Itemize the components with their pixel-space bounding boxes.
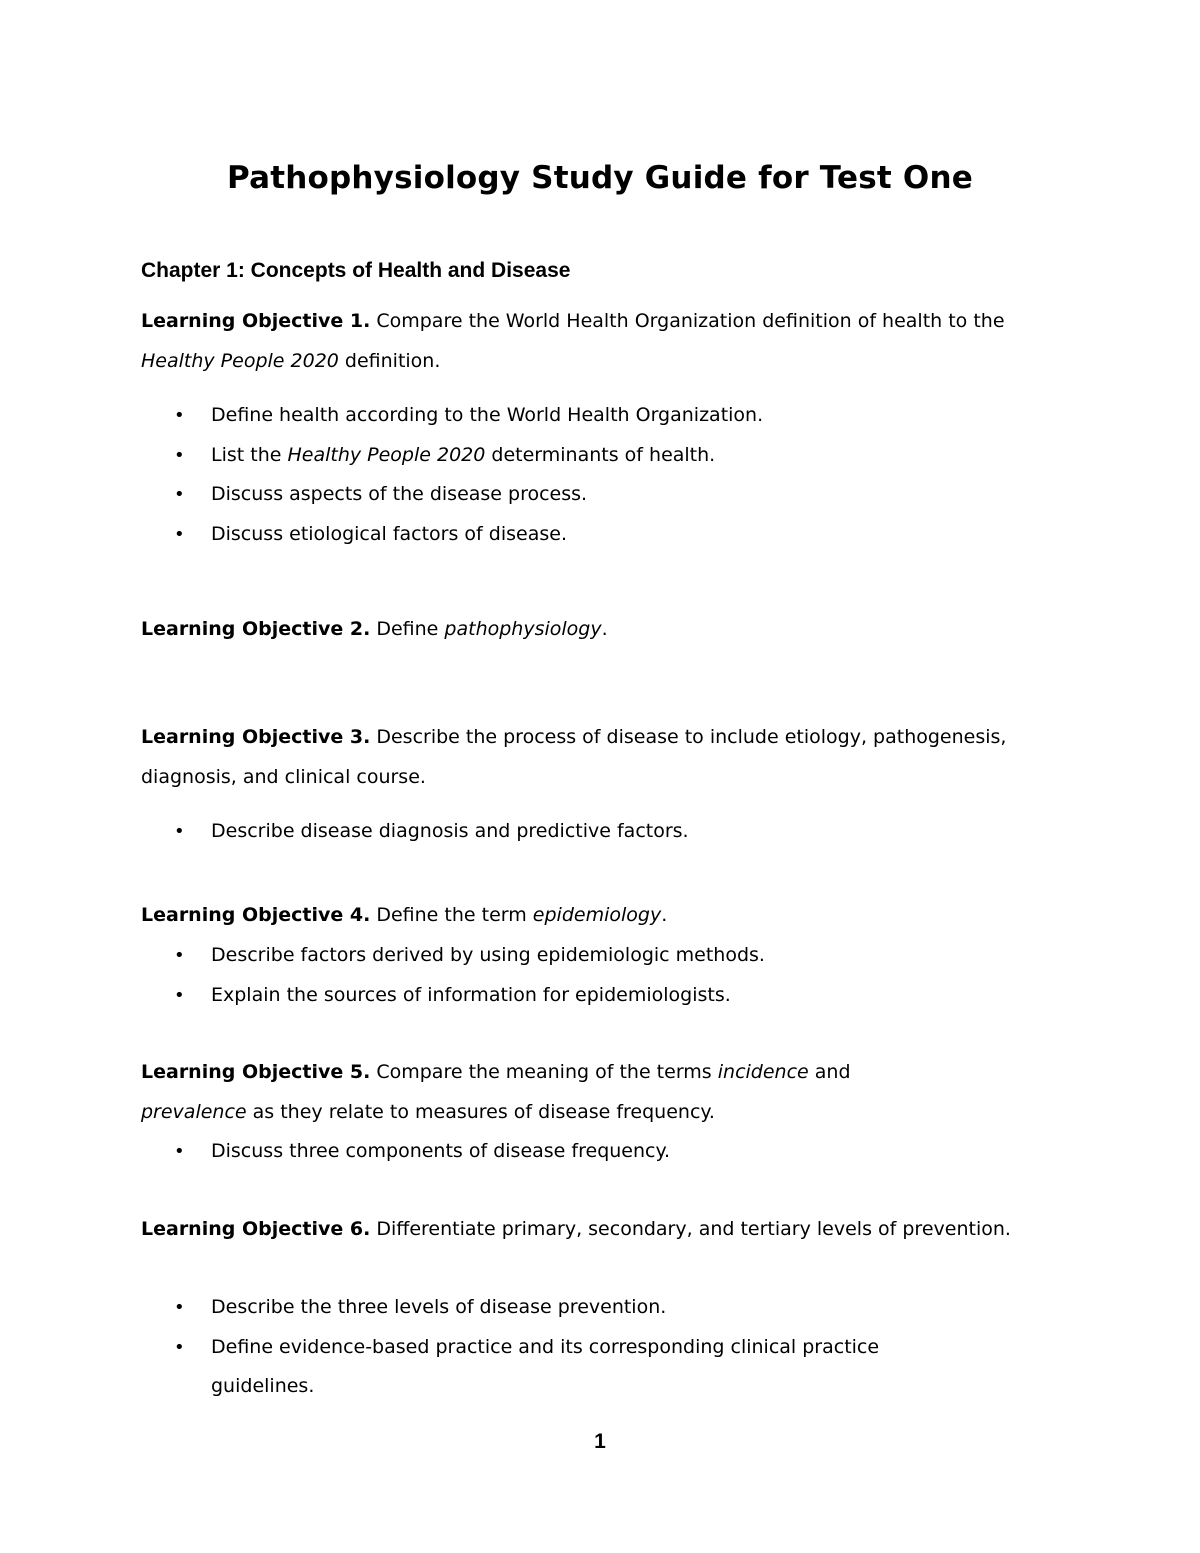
chapter-heading: Chapter 1: Concepts of Health and Disease [141,259,571,282]
bullet-icon: • [174,523,185,545]
learning-objective-2: Learning Objective 2. Define pathophysiology. [141,618,608,640]
page-title: Pathophysiology Study Guide for Test One [227,160,973,196]
list-item: • Discuss etiological factors of disease. [141,515,1021,555]
objective-3-bullets [141,812,1021,852]
bullet-icon: • [174,945,185,966]
list-item: • Describe disease diagnosis and predictive factors. [141,812,1021,852]
objective-1-bullets [141,396,1021,554]
objective-5-bullets [141,1132,1021,1172]
list-item: • Define evidence-based practice and its corresponding clinical practice guidelines. [141,1328,971,1407]
objective-label: Learning Objective 2. [141,618,371,640]
objective-4-bullets [141,936,1021,1015]
bullet-icon: • [174,821,185,842]
objective-label: Learning Objective 6. [141,1218,371,1240]
objective-label: Learning Objective 5. [141,1061,371,1083]
list-item: • Define health according to the World Health Organization. [141,396,1021,436]
list-item: • Describe factors derived by using epidemiologic methods. [141,936,1021,976]
bullet-icon: • [174,444,185,466]
learning-objective-4: Learning Objective 4. Define the term epidemiology. [141,904,668,926]
objective-label: Learning Objective 4. [141,904,371,926]
list-item: • Explain the sources of information for epidemiologists. [141,976,1021,1016]
list-item: • List the Healthy People 2020 determinants of health. [141,436,1021,476]
learning-objective-5: Learning Objective 5. Compare the meaning of the terms incidence and prevalence as they relate to measures of disease frequency. [141,1061,851,1123]
bullet-icon: • [174,984,185,1006]
objective-6-bullets [141,1288,971,1407]
list-item: • Discuss three components of disease frequency. [141,1132,1021,1172]
bullet-icon: • [174,1297,185,1318]
bullet-icon: • [174,484,185,505]
bullet-icon: • [174,1141,185,1162]
objective-label: Learning Objective 1. [141,310,371,332]
learning-objective-1: Learning Objective 1. Compare the World Health Organization definition of health to the Healthy People 2020 definition. [141,310,1005,372]
learning-objective-3: Learning Objective 3. Describe the process of disease to include etiology, pathogenesis, diagnosis, and clinical course. [141,726,1007,788]
list-item: • Describe the three levels of disease prevention. [141,1288,971,1328]
learning-objective-6: Learning Objective 6. Differentiate primary, secondary, and tertiary levels of prevention. [141,1218,1011,1240]
page-number: 1 [594,1430,606,1453]
bullet-icon: • [174,405,185,426]
objective-label: Learning Objective 3. [141,726,371,748]
list-item: • Discuss aspects of the disease process. [141,475,1021,515]
bullet-icon: • [174,1336,185,1358]
